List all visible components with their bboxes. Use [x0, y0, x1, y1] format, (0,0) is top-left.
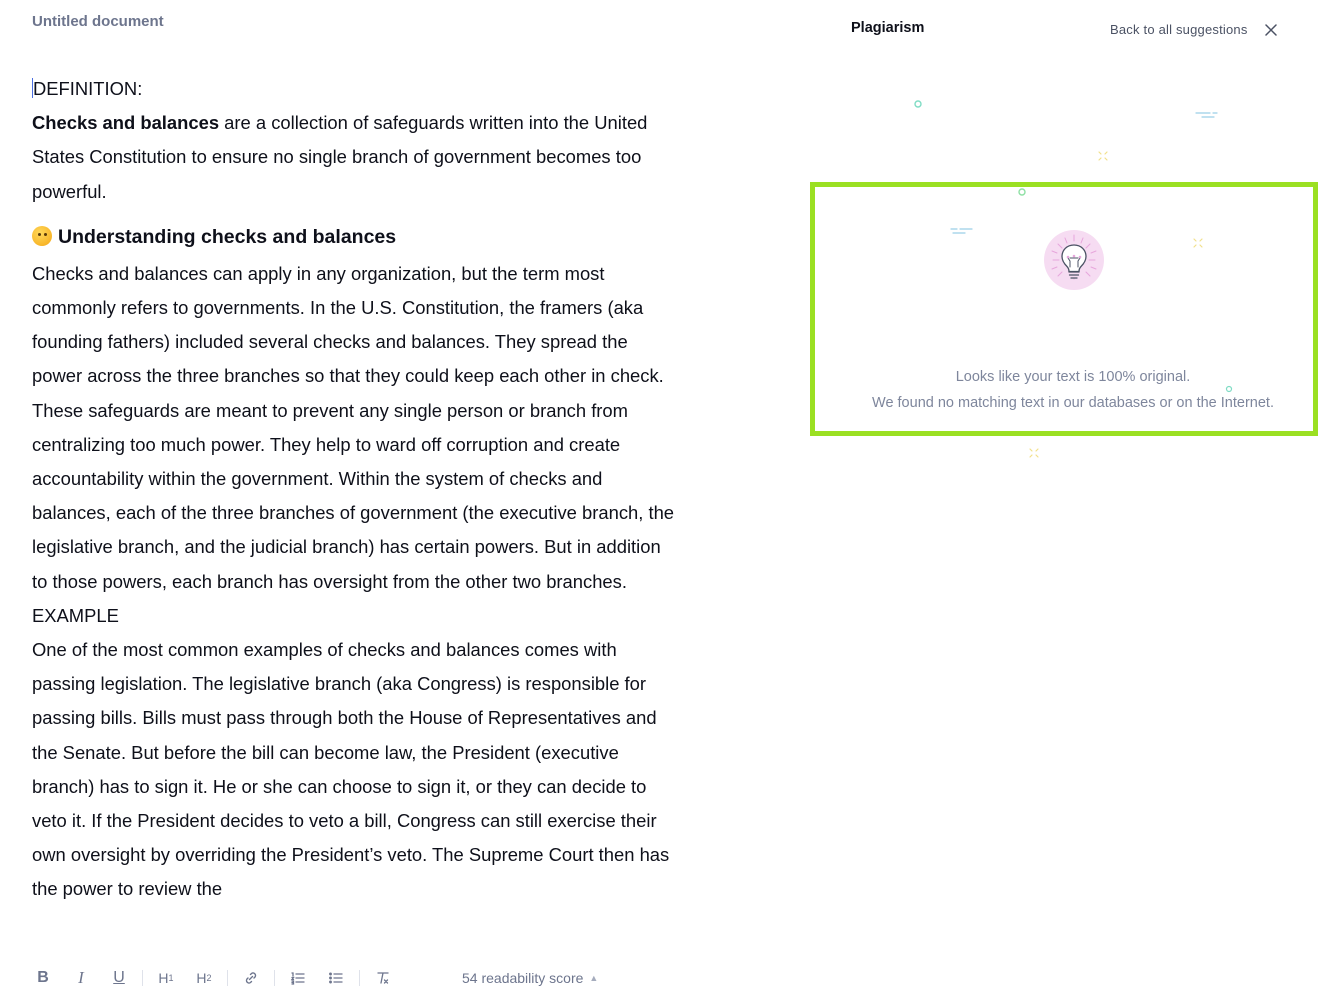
- sparkle-decoration-icon: [1097, 150, 1109, 162]
- toolbar-divider: [227, 970, 228, 986]
- heading-2-label: H: [196, 970, 207, 986]
- toolbar-divider: [359, 970, 360, 986]
- back-to-suggestions-link[interactable]: Back to all suggestions: [1110, 22, 1248, 37]
- link-icon: [243, 970, 259, 986]
- ordered-list-button[interactable]: [279, 963, 317, 993]
- definition-term: Checks and balances: [32, 112, 220, 134]
- result-message-line-1: Looks like your text is 100% original.: [955, 369, 1191, 385]
- editor-area[interactable]: [32, 72, 677, 947]
- bold-button[interactable]: B: [37, 969, 49, 986]
- example-label[interactable]: EXAMPLE: [32, 604, 119, 626]
- heading-1-button[interactable]: [147, 963, 185, 993]
- heading-2-button[interactable]: [185, 963, 223, 993]
- heading-1-label: H: [158, 970, 169, 986]
- circle-decoration-icon: [913, 99, 923, 109]
- body-paragraph-2[interactable]: One of the most common examples of checks and balances comes with passing legislation. The legislative branch (aka Congress) is responsible for passing bills. Bills must pass through both the House of Representatives and the Senate. But before the bill can become law, the President (executive branch) has to sign it. He or she can choose to sign it, or they can decide to veto it. If the President decides to veto a bill, Congress can still exercise their own oversight by overriding the President’s veto. The Supreme Court then has the power to review the: [32, 639, 670, 900]
- close-icon[interactable]: [1262, 21, 1280, 39]
- definition-paragraph[interactable]: [32, 106, 677, 209]
- heading-2-sub: 2: [206, 973, 212, 983]
- toolbar-divider: [274, 970, 275, 986]
- result-message-line-2: We found no matching text in our databases or on the Internet.: [872, 395, 1274, 411]
- definition-label: DEFINITION:: [33, 78, 143, 99]
- document-title[interactable]: Untitled document: [32, 13, 164, 30]
- body-paragraph-1[interactable]: Checks and balances can apply in any organization, but the term most commonly refers to governments. In the U.S. Constitution, the framers (aka founding fathers) included several checks and balances. They spread the power across the three branches so that they could keep each other in check. These safeguards are meant to prevent any single person or branch from centralizing too much power. They help to ward off corruption and create accountability within the government. Within the system of checks and balances, each of the three branches of government (the executive branch, the legislative branch, and the judicial branch) has certain powers. But in addition to those powers, each branch has oversight from the other two branches.: [32, 262, 675, 592]
- italic-button[interactable]: I: [78, 968, 84, 987]
- panel-title: Plagiarism: [851, 20, 925, 36]
- bullet-list-icon: [328, 970, 344, 986]
- ordered-list-icon: [290, 970, 306, 986]
- toolbar-divider: [142, 970, 143, 986]
- formatting-toolbar: [24, 962, 598, 994]
- thinking-face-emoji-icon: [32, 226, 52, 246]
- heading-1-sub: 1: [168, 973, 174, 983]
- section-heading[interactable]: [32, 223, 677, 251]
- underline-button[interactable]: U: [113, 969, 125, 986]
- lightbulb-icon: [1043, 229, 1105, 291]
- caret-up-icon: ▲: [589, 973, 599, 983]
- clear-formatting-icon: [375, 970, 391, 986]
- dash-decoration-icon: [1194, 110, 1222, 120]
- section-heading-text: Understanding checks and balances: [58, 225, 397, 248]
- sparkle-decoration-icon: [1028, 447, 1040, 459]
- bullet-list-button[interactable]: [317, 963, 355, 993]
- link-button[interactable]: [232, 963, 270, 993]
- readability-score[interactable]: [462, 970, 598, 986]
- definition-text: are a collection of safeguards written into the United States Constitution to ensure no single branch of government becomes too powerful.: [32, 112, 648, 202]
- readability-score-text: 54 readability score: [462, 970, 584, 986]
- definition-label-line[interactable]: [32, 72, 677, 106]
- clear-formatting-button[interactable]: [364, 963, 402, 993]
